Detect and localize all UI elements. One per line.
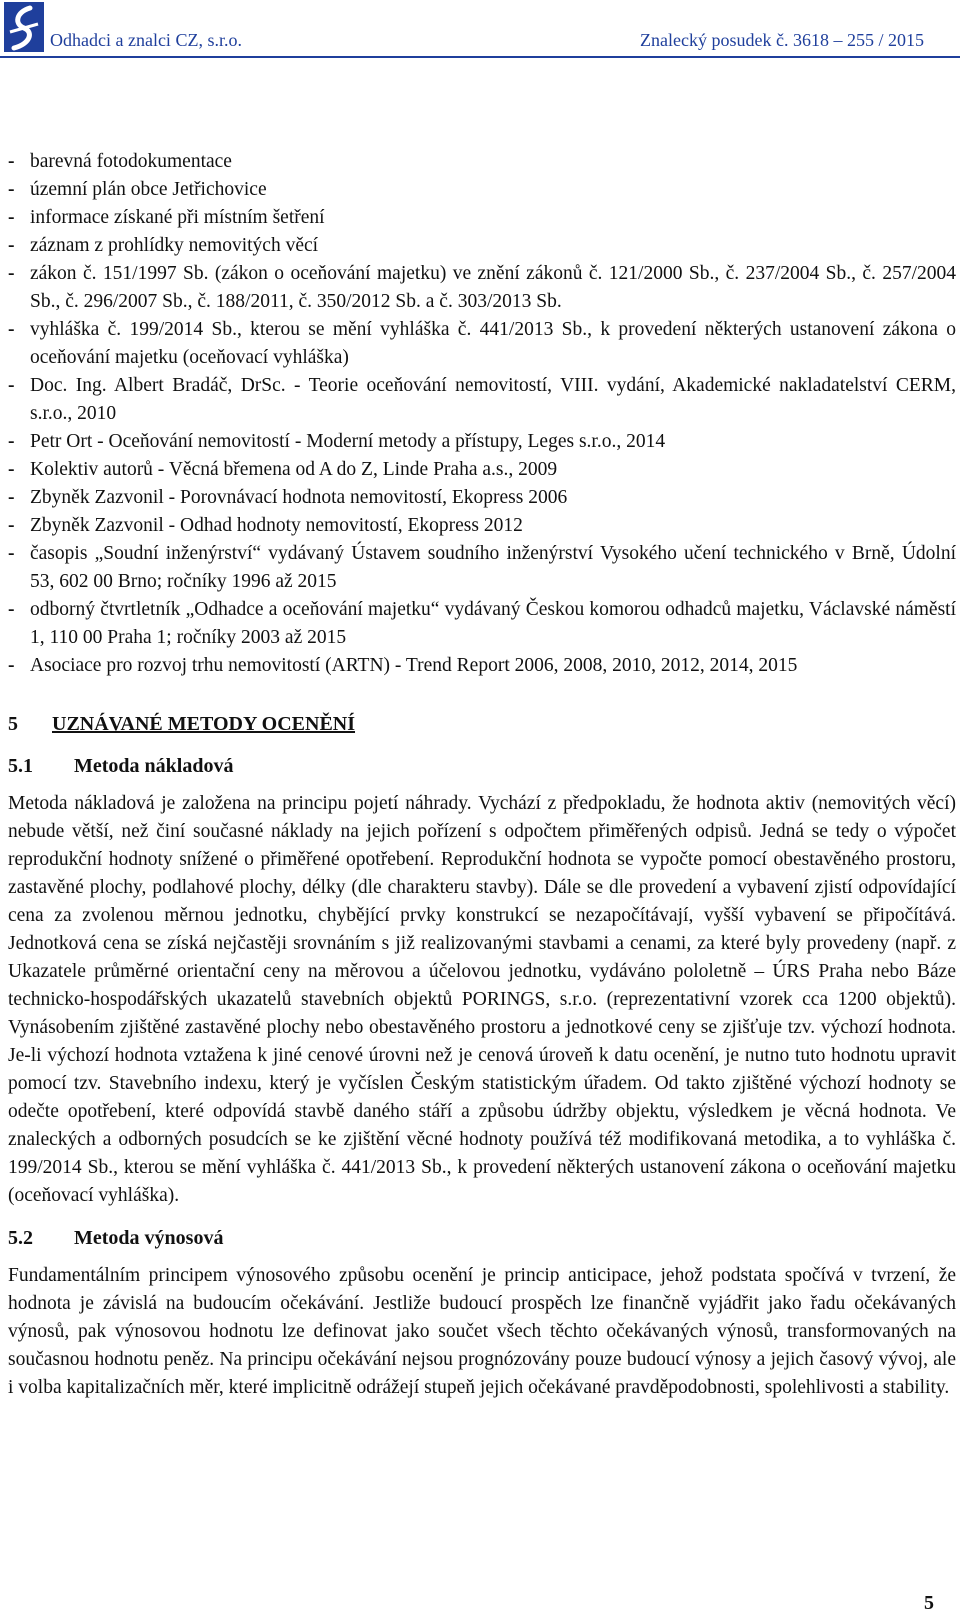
list-item: - časopis „Soudní inženýrství“ vydávaný Ústavem soudního inženýrství Vysokého učení technického v Brně, Údolní 53, 602 00 Brno; ročníky 1996 až 2015 [8, 543, 956, 592]
list-item: - zákon č. 151/1997 Sb. (zákon o oceňování majetku) ve znění zákonů č. 121/2000 Sb., č. 237/2004 Sb., č. 257/2004 Sb., č. 296/2007 Sb., č. 188/2011, č. 350/2012 Sb. a č. 303/2013 Sb. [8, 263, 956, 312]
section-5-1-paragraph: Metoda nákladová je založena na principu pojetí náhrady. Vychází z předpokladu, že hodnota aktiv (nemovitých věcí) nebude větší, než činí současné náklady na jejich pořízení s odpočtem přiměřených odpisů. Jedná se tedy o výpočet reprodukční hodnoty snížené o přiměřené opotřebení. Reprodukční hodnota se vypočte pomocí obestavěného prostoru, zastavěné plochy, podlahové plochy, délky (dle charakteru stavby). Dále se dle provedení a vybavení zjistí odpovídající cena za zvolenou měrnou jednotku, chybějící prvky konstrukcí se nezapočítávají, vyšší vybavení se připočítává. Jednotková cena se získá nejčastěji srovnáním s již realizovanými stavbami a cenami, za které byly provedeny (např. z Ukazatele průměrné orientační ceny na měrovou a účelovou jednotku, vydáváno pololetně – ÚRS Praha nebo Báze technicko-hospodářských ukazatelů stavebních objektů PORINGS, s.r.o. (reprezentativní vzorek cca 1200 objektů). Vynásobením zjištěné zastavěné plochy nebo obestavěného prostoru a jednotkové ceny se zjišťuje tzv. výchozí hodnota. Je-li výchozí hodnota vztažena k jiné cenové úrovni než je cenová úroveň k datu ocenění, je nutno tuto hodnotu upravit pomocí tzv. Stavebního indexu, který je vyčíslen Českým statistickým úřadem. Od takto zjištěné výchozí hodnoty se odečte opotřebení, které odpovídá stavbě daného stáří a způsobu údržby objektu, výsledkem je věcná hodnota. Ve znaleckých a odborných posudcích se ke zjištění věcné hodnoty používá též modifikovaná metodika, a to vyhláška č. 199/2014 Sb., kterou se mění vyhláška č. 441/2013 Sb., k provedení některých ustanovení zákona o oceňování majetku (oceňovací vyhláška). [8, 793, 956, 1206]
list-item: - Doc. Ing. Albert Bradáč, DrSc. - Teorie oceňování nemovitostí, VIII. vydání, Akademické nakladatelství CERM, s.r.o., 2010 [8, 375, 956, 424]
references-list [8, 148, 956, 680]
list-item: - Zbyněk Zazvonil - Porovnávací hodnota nemovitostí, Ekopress 2006 [8, 487, 568, 508]
section-5-2-heading [8, 1224, 956, 1252]
section-5-heading [8, 710, 956, 738]
section-title: Metoda výnosová [74, 1227, 224, 1249]
list-item: - Petr Ort - Oceňování nemovitostí - Moderní metody a přístupy, Leges s.r.o., 2014 [8, 431, 666, 452]
list-item: - odborný čtvrtletník „Odhadce a oceňování majetku“ vydávaný Českou komorou odhadců majetku, Václavské náměstí 1, 110 00 Praha 1; ročníky 2003 až 2015 [8, 599, 956, 648]
list-item: - Zbyněk Zazvonil - Odhad hodnoty nemovitostí, Ekopress 2012 [8, 515, 523, 536]
section-5-2-paragraph: Fundamentálním principem výnosového způsobu ocenění je princip anticipace, jehož podstata spočívá v tvrzení, že hodnota je závislá na budoucím očekávání. Jestliže budoucí prospěch lze finančně vyjádřit jako řadu očekávaných výnosů, pak výnosovou hodnotu lze definovat jako součet všech těchto očekávaných výnosů, transformovaných na současnou hodnotu peněz. Na principu očekávání nejsou prognózovány pouze budoucí výnosy a jejich časový vývoj, ale i volba kapitalizačních měr, které implicitně odrážejí stupeň jejich očekávané pravděpodobnosti, spolehlivosti a stability. [8, 1265, 956, 1398]
document-body [8, 148, 956, 1402]
page-header [0, 0, 960, 56]
header-company: Odhadci a znalci CZ, s.r.o. [50, 30, 242, 50]
header-divider [0, 56, 960, 58]
section-number: 5.2 [8, 1227, 33, 1249]
section-number: 5 [8, 713, 18, 735]
list-item: - záznam z prohlídky nemovitých věcí [8, 235, 319, 256]
list-item: - Kolektiv autorů - Věcná břemena od A do Z, Linde Praha a.s., 2009 [8, 459, 558, 480]
section-title: UZNÁVANÉ METODY OCENĚNÍ [52, 713, 356, 735]
list-item: - územní plán obce Jetřichovice [8, 179, 267, 200]
list-item: - vyhláška č. 199/2014 Sb., kterou se mění vyhláška č. 441/2013 Sb., k provedení některých ustanovení zákona o oceňování majetku (oceňovací vyhláška) [8, 319, 956, 368]
section-title: Metoda nákladová [74, 755, 234, 777]
section-number: 5.1 [8, 755, 33, 777]
page-number: 5 [924, 1592, 934, 1614]
list-item: - Asociace pro rozvoj trhu nemovitostí (ARTN) - Trend Report 2006, 2008, 2010, 2012, 2014, 2015 [8, 655, 798, 676]
list-item: - barevná fotodokumentace [8, 151, 232, 172]
list-item: - informace získané při místním šetření [8, 207, 325, 228]
company-logo-icon [4, 2, 44, 52]
section-5-1-heading [8, 752, 956, 780]
header-report-id: Znalecký posudek č. 3618 – 255 / 2015 [640, 30, 924, 50]
